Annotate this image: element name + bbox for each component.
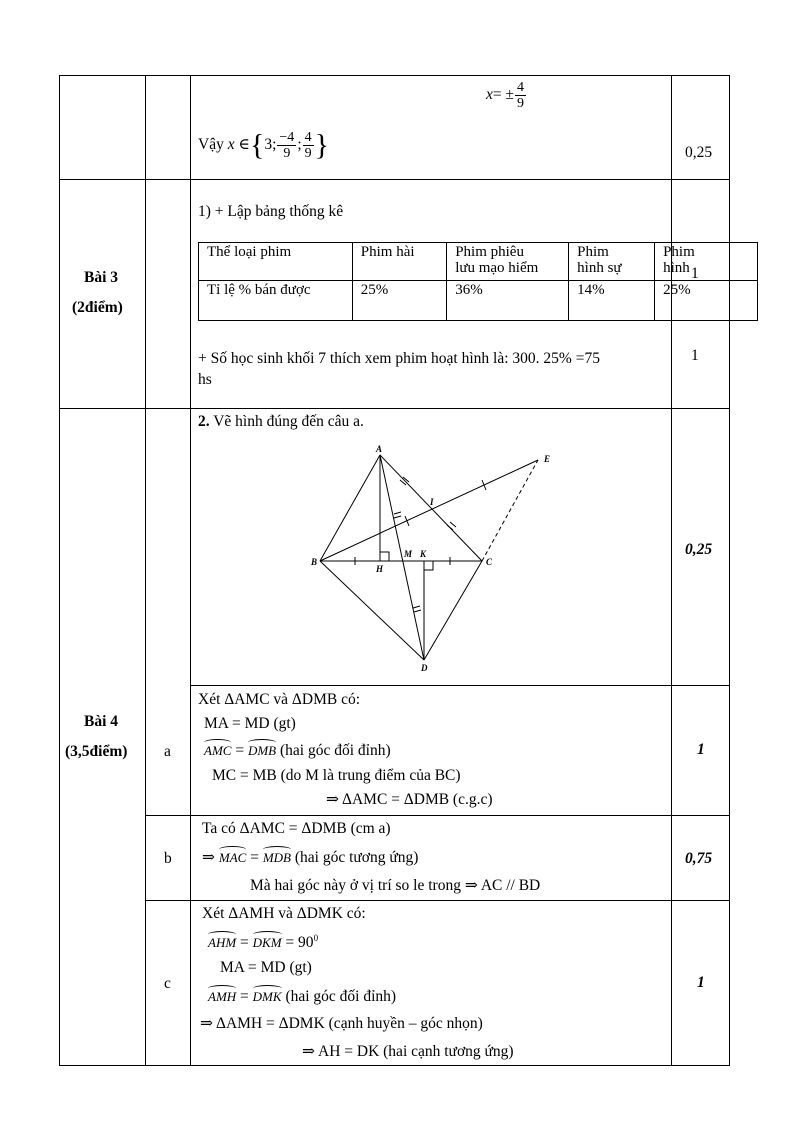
statistics-table bbox=[198, 242, 758, 321]
column-divider-1 bbox=[145, 75, 146, 1066]
label-h: H bbox=[376, 564, 384, 574]
right-angle-k bbox=[424, 561, 433, 570]
bai3-task: 1) + Lập bảng thống kê bbox=[198, 203, 344, 220]
bai3-label: Bài 3 bbox=[84, 269, 119, 286]
label-d: D bbox=[421, 663, 428, 673]
part-c-line3: MA = MD (gt) bbox=[220, 959, 312, 976]
label-b: B bbox=[311, 557, 318, 567]
part-a-line5: ⇒ ΔAMC = ΔDMB (c.g.c) bbox=[326, 791, 493, 808]
row-divider-3 bbox=[190, 685, 729, 686]
part-c-line1: Xét ΔAMH và ΔDMK có: bbox=[202, 905, 366, 922]
segment-ce bbox=[482, 460, 538, 561]
bai3-answer-line2: hs bbox=[198, 371, 212, 388]
row-divider-5 bbox=[145, 900, 729, 901]
cell-animation: 25% bbox=[655, 281, 758, 321]
segment-ad bbox=[380, 455, 424, 660]
segment-cd bbox=[424, 561, 482, 660]
part-b-score: 0,75 bbox=[685, 850, 713, 867]
row-divider-1 bbox=[59, 179, 729, 180]
part-a-letter: a bbox=[164, 743, 171, 760]
header-crime: Phim hình sự bbox=[569, 243, 655, 281]
cell-comedy: 25% bbox=[352, 281, 446, 321]
bai3-score-2: 1 bbox=[691, 347, 699, 364]
header-comedy: Phim hài bbox=[352, 243, 446, 281]
bai3-points: (2điểm) bbox=[72, 299, 123, 316]
score-row1: 0,25 bbox=[685, 144, 713, 161]
drawing-title: 2. Vẽ hình đúng đến câu a. bbox=[198, 413, 364, 430]
part-c-line5: ⇒ ΔAMH = ΔDMK (cạnh huyền – góc nhọn) bbox=[200, 1015, 483, 1032]
part-a-score: 1 bbox=[697, 741, 705, 758]
row-divider-2 bbox=[59, 408, 729, 409]
segment-bd bbox=[320, 561, 424, 660]
label-a: A bbox=[376, 444, 383, 454]
cell-adventure: 36% bbox=[447, 281, 569, 321]
row-divider-4 bbox=[145, 815, 729, 816]
label-m: M bbox=[404, 549, 413, 559]
part-b-line2: ⇒ MAC = MDB (hai góc tương ứng) bbox=[202, 845, 418, 868]
segment-be bbox=[320, 460, 538, 561]
label-k: K bbox=[420, 549, 427, 559]
part-b-line1: Ta có ΔAMC = ΔDMB (cm a) bbox=[202, 820, 391, 837]
part-c-score: 1 bbox=[697, 974, 705, 991]
segment-ac bbox=[380, 455, 482, 561]
bai3-answer-line1: + Số học sinh khối 7 thích xem phim hoạt hình là: 300. 25% =75 bbox=[198, 350, 600, 367]
part-a-line3: AMC = DMB (hai góc đối đỉnh) bbox=[204, 738, 391, 761]
label-c: C bbox=[486, 557, 493, 567]
cell-crime: 14% bbox=[569, 281, 655, 321]
border-right bbox=[729, 75, 730, 1066]
column-divider-3 bbox=[671, 75, 672, 1066]
geometry-figure bbox=[300, 440, 570, 680]
border-bottom bbox=[59, 1065, 729, 1066]
equation-x: x= ± $\frac{4}{9}$ bbox=[486, 80, 525, 111]
border-top bbox=[59, 75, 729, 76]
label-i: I bbox=[430, 497, 434, 507]
header-genre: Thể loại phim bbox=[199, 243, 353, 281]
bai4-label: Bài 4 bbox=[84, 713, 119, 730]
part-b-line3: Mà hai góc này ở vị trí so le trong ⇒ AC // BD bbox=[250, 877, 541, 894]
part-a-line1: Xét ΔAMC và ΔDMB có: bbox=[198, 691, 361, 708]
part-c-line4: AMH = DMK (hai góc đối đỉnh) bbox=[208, 984, 396, 1007]
part-a-line4: MC = MB (do M là trung điểm của BC) bbox=[212, 767, 461, 784]
right-angle-h bbox=[380, 552, 389, 561]
drawing-score: 0,25 bbox=[685, 541, 713, 558]
segment-ab bbox=[320, 455, 380, 561]
label-e: E bbox=[544, 454, 551, 464]
part-b-letter: b bbox=[164, 850, 172, 867]
part-a-line2: MA = MD (gt) bbox=[204, 715, 296, 732]
part-c-line2: AHM = DKM = $90^0$ bbox=[208, 928, 318, 953]
border-left bbox=[59, 75, 60, 1066]
bai4-points: (3,5điểm) bbox=[65, 743, 128, 760]
column-divider-2 bbox=[190, 75, 191, 1066]
statistics-header-row bbox=[199, 243, 758, 281]
header-adventure: Phim phiêu lưu mạo hiểm bbox=[447, 243, 569, 281]
statistics-table-clip bbox=[198, 242, 695, 328]
bai3-score-1: 1 bbox=[691, 265, 699, 282]
part-c-letter: c bbox=[164, 975, 171, 992]
statistics-data-row bbox=[199, 281, 758, 321]
cell-ratio-label: Tỉ lệ % bán được bbox=[199, 281, 353, 321]
conclusion-set: Vậy x ∈{3; $\frac{-4}{9}$ ; $\frac{4}{9}$ } bbox=[198, 128, 330, 162]
header-animation: Phim hình bbox=[655, 243, 758, 281]
part-c-line6: ⇒ AH = DK (hai cạnh tương ứng) bbox=[302, 1043, 514, 1060]
